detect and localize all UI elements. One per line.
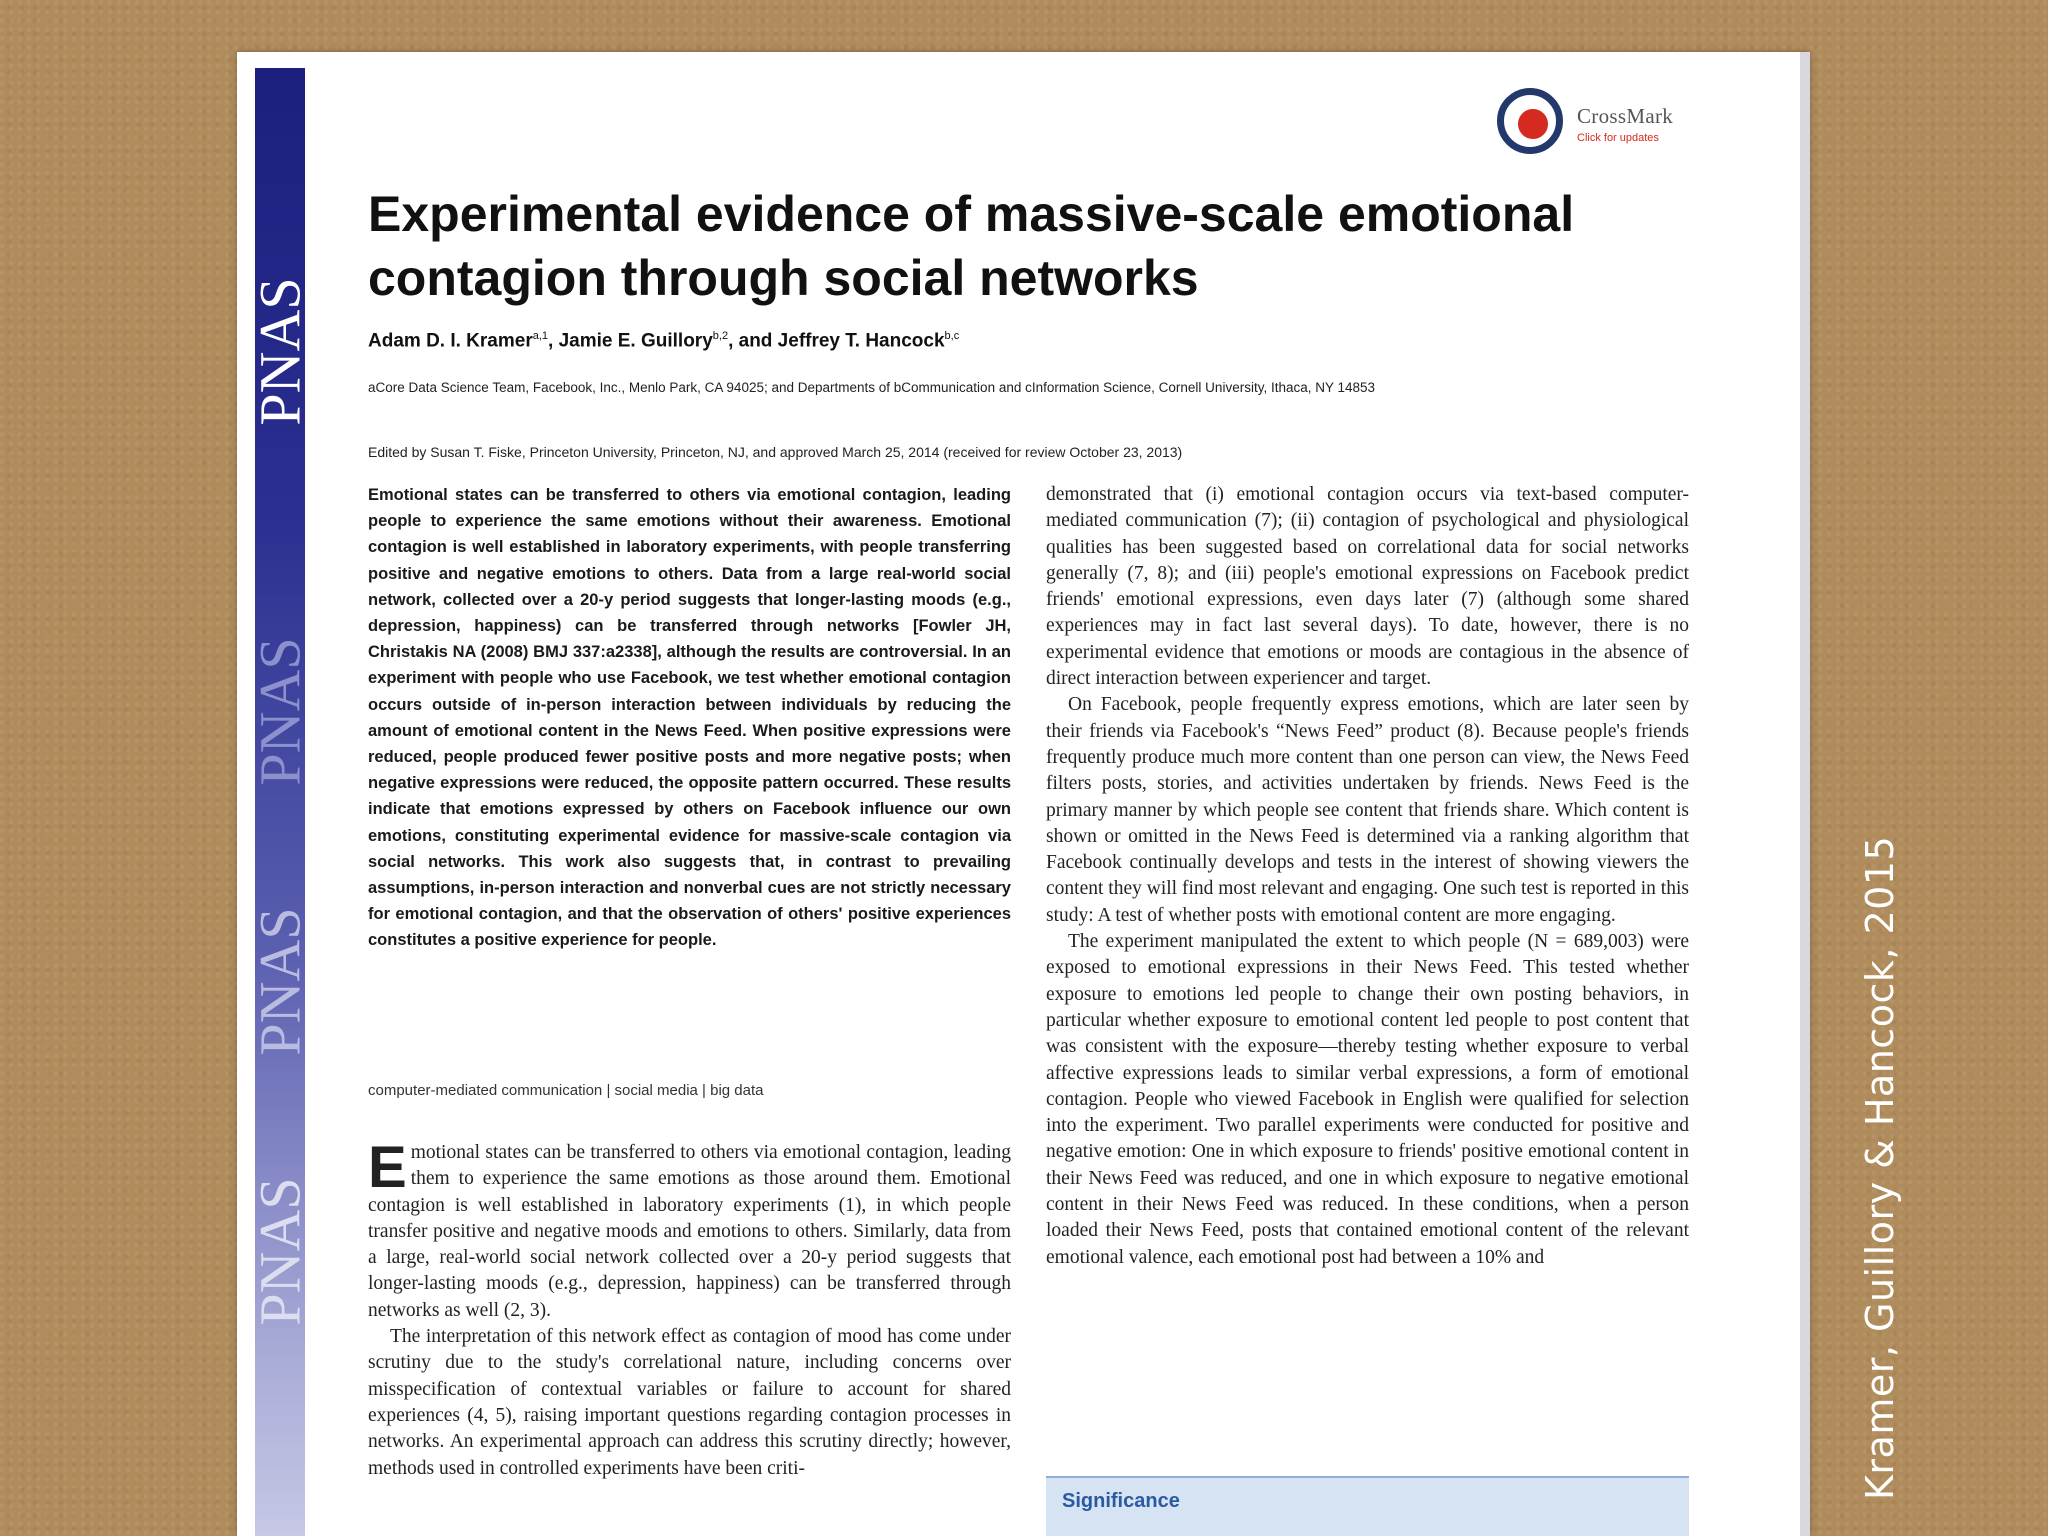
sidebar-word: PNAS — [247, 637, 313, 786]
crossmark-sublabel: Click for updates — [1577, 132, 1659, 144]
author-name: Adam D. I. Kramer — [368, 330, 533, 352]
page-edge — [1800, 52, 1810, 1536]
author-sup: a,1 — [532, 330, 549, 342]
crossmark-badge[interactable] — [1497, 88, 1737, 168]
body-paragraph: The experiment manipulated the extent to which people (N = 689,003) were exposed to emotional expressions in their News Feed. This tested whether exposure to emotions led people to change their own posting behaviors, in particular whether exposure to emotional content led people to post content that was consistent with the exposure—thereby testing whether exposure to verbal affective expressions leads to similar verbal expressions, a form of emotional contagion. People who viewed Facebook in English were qualified for selection into the experiment. Two parallel experiments were conducted for positive and negative emotion: One in which exposure to friends' positive emotional content in their News Feed was reduced, and one in which exposure to negative emotional content in their News Feed was reduced. In these conditions, when a person loaded their News Feed, posts that contained emotional content of the relevant emotional valence, each emotional post had between a 10% and — [1046, 931, 1689, 1268]
body-column-left — [368, 1135, 1011, 1482]
keywords: computer-mediated communication | social media | big data — [368, 1082, 764, 1099]
sidebar-word: PNAS — [247, 277, 313, 426]
significance-box — [1046, 1476, 1689, 1536]
journal-sidebar — [247, 68, 313, 1536]
paper-page — [237, 52, 1810, 1536]
body-paragraph: The interpretation of this network effect as contagion of mood has come under scrutiny due to the study's correlational nature, including concerns over misspecification of contextual variables or failure to account for shared experiences (4, 5), raising important questions regarding contagion processes in networks. An experimental approach can address this scrutiny directly; however, methods used in controlled experiments have been criti- — [368, 1326, 1011, 1479]
author-name: Jamie E. Guillory — [558, 330, 713, 352]
paper-title: Experimental evidence of massive-scale emotional contagion through social networks — [368, 186, 1575, 306]
body-paragraph: demonstrated that (i) emotional contagion occurs via text-based computer-mediated communication (7); (ii) contagion of psychological and physiological qualities has been suggested based on correlational data for social networks generally (7, 8); and (iii) people's emotional expressions on Facebook predict friends' emotional expressions, even days later (7) (although some shared experiences may in fact last several days). To date, however, there is no experimental evidence that emotions or moods are contagious in the absence of direct interaction between experiencer and target. — [1046, 484, 1689, 690]
crossmark-icon — [1497, 88, 1563, 154]
edited-by: Edited by Susan T. Fiske, Princeton University, Princeton, NJ, and approved March 25, 2014 (received for review October 23, 2013) — [368, 444, 1183, 460]
sidebar-word: PNAS — [247, 907, 313, 1056]
author-name: and Jeffrey T. Hancock — [738, 330, 945, 352]
citation-text: Kramer, Guillory & Hancock, 2015 — [1858, 835, 1902, 1500]
paragraph-text: motional states can be transferred to others via emotional contagion, leading them to experience the same emotions as those around them. Emotional contagion is well established in laboratory experiments (1), in which people transfer positive and negative moods and emotions to others. Similarly, data from a large, real-world social network collected over a 20-y period suggests that longer-lasting moods (e.g., depression, happiness) can be transferred through networks as well (2, 3). — [368, 1142, 1011, 1321]
body-paragraph: On Facebook, people frequently express emotions, which are later seen by their friends via Facebook's “News Feed” product (8). Because people's friends frequently produce much more content than one person can view, the News Feed filters posts, stories, and activities undertaken by friends. News Feed is the primary manner by which people see content that friends share. Which content is shown or omitted in the News Feed is determined via a ranking algorithm that Facebook continually develops and tests in the interest of showing viewers the content they will find most relevant and engaging. One such test is reported in this study: A test of whether posts with emotional content are more engaging. — [1046, 694, 1689, 926]
crossmark-label: CrossMark — [1577, 104, 1674, 128]
abstract: Emotional states can be transferred to others via emotional contagion, leading people to experience the same emotions without their awareness. Emotional contagion is well established in laboratory experiments, with people transferring positive and negative emotions to others. Data from a large real-world social network, collected over a 20-y period suggests that longer-lasting moods (e.g., depression, happiness) can be transferred through networks [Fowler JH, Christakis NA (2008) BMJ 337:a2338], although the results are controversial. In an experiment with people who use Facebook, we test whether emotional contagion occurs outside of in-person interaction between individuals by reducing the amount of emotional content in the News Feed. When positive expressions were reduced, people produced fewer positive posts and more negative posts; when negative expressions were reduced, the opposite pattern occurred. These results indicate that emotions expressed by others on Facebook influence our own emotions, constituting experimental evidence for massive-scale contagion via social networks. This work also suggests that, in contrast to prevailing assumptions, in-person interaction and nonverbal cues are not strictly necessary for emotional contagion, and that the observation of others' positive experiences constitutes a positive experience for people. — [368, 486, 1011, 950]
drop-cap: E — [368, 1135, 407, 1200]
author-list: Adam D. I. Kramer$^{a,1}$, Jamie E. Guillory$^{b,2}$, and Jeffrey T. Hancock$^{b,c}$ — [368, 330, 960, 352]
body-column-right — [1046, 482, 1689, 1271]
significance-heading: Significance — [1062, 1490, 1180, 1512]
body-paragraph — [368, 1135, 1011, 1324]
sidebar-word: PNAS — [247, 1177, 313, 1326]
author-sup: b,c — [944, 330, 960, 342]
affiliations: aCore Data Science Team, Facebook, Inc., Menlo Park, CA 94025; and Departments of bCommunication and cInformation Science, Cornell University, Ithaca, NY 14853 — [368, 380, 1376, 395]
author-sup: b,2 — [712, 330, 729, 342]
